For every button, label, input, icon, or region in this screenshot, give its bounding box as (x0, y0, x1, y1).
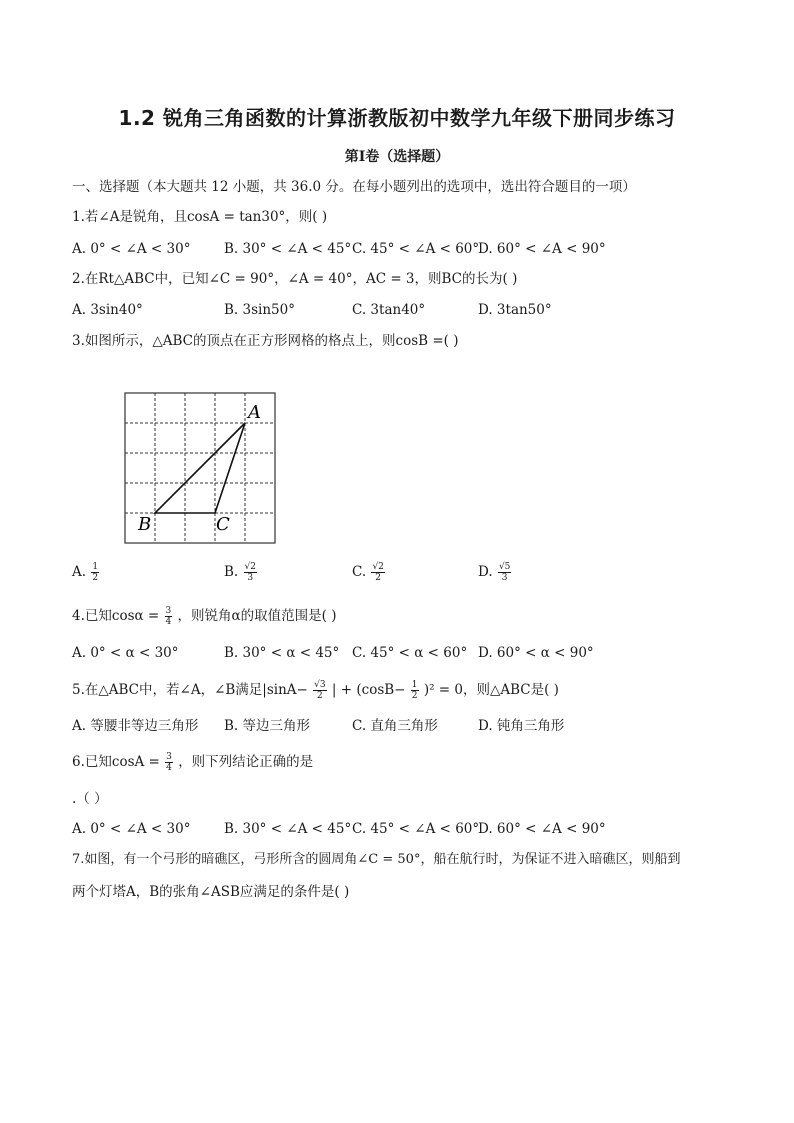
question-3-option-b (224, 562, 258, 583)
fraction-numerator: 1 (411, 680, 418, 690)
fraction-numerator: 3 (166, 752, 172, 762)
section-heading: 一、选择题（本大题共 12 小题，共 36.0 分。在每小题列出的选项中，选出符合题目的一项） (72, 179, 636, 195)
question-5-option-b: B. 等边三角形 (224, 718, 311, 734)
fraction-numerator: √2 (244, 562, 256, 572)
fraction (313, 680, 326, 701)
fraction-numerator: √3 (314, 680, 326, 690)
question-1-stem: 1.若∠A是锐角，且cosA = tan30°，则( ) (72, 209, 328, 225)
stem-text: 4.已知cosα = (72, 608, 160, 624)
fraction (165, 752, 173, 773)
question-1-option-c: C. 45° < ∠A < 60° (352, 241, 480, 257)
volume-heading: 第Ⅰ卷（选择题） (344, 149, 450, 165)
fraction-numerator: √2 (372, 562, 384, 572)
question-3-option-d (478, 562, 512, 583)
option-letter: C. (352, 564, 367, 580)
question-5-option-c: C. 直角三角形 (352, 718, 438, 734)
option-letter: B. (224, 564, 239, 580)
question-2-option-b: B. 3sin50° (224, 302, 295, 318)
vertex-label-c: C (216, 514, 230, 535)
fraction (165, 606, 173, 627)
fraction-numerator: √5 (498, 562, 511, 572)
question-6-option-d: D. 60° < ∠A < 90° (478, 821, 606, 837)
question-3-option-a (72, 562, 100, 583)
question-1-option-a: A. 0° < ∠A < 30° (72, 241, 191, 257)
stem-text: 5.在△ABC中，若∠A，∠B满足|sinA− (72, 682, 308, 698)
fraction-denominator: 3 (501, 573, 508, 583)
question-3-stem: 3.如图所示，△ABC的顶点在正方形网格的格点上，则cosB =( ) (72, 333, 459, 349)
question-1-option-b: B. 30° < ∠A < 45° (224, 241, 352, 257)
fraction-denominator: 2 (375, 573, 382, 583)
question-5-option-d: D. 钝角三角形 (478, 718, 565, 734)
question-6-option-b: B. 30° < ∠A < 45° (224, 821, 352, 837)
stem-text: )² = 0，则△ABC是( ) (423, 682, 559, 698)
fraction (91, 562, 99, 583)
fraction-denominator: 2 (92, 573, 99, 583)
question-3-option-c (352, 562, 386, 583)
fraction (244, 562, 257, 583)
triangle-grid-figure (120, 388, 290, 548)
question-6-stem (72, 752, 313, 773)
question-6-stem-line2: .（ ） (72, 791, 108, 807)
question-5-stem (72, 680, 559, 701)
fraction-numerator: 3 (165, 606, 172, 616)
option-letter: A. (72, 564, 87, 580)
fraction-denominator: 4 (166, 763, 172, 773)
fraction-denominator: 2 (411, 691, 418, 701)
question-1-option-d: D. 60° < ∠A < 90° (478, 241, 606, 257)
question-7-stem: 7.如图，有一个弓形的暗礁区，弓形所含的圆周角∠C = 50°，船在航行时，为保证不进入暗礁区，则船到 (72, 852, 681, 867)
question-2-option-a: A. 3sin40° (72, 302, 143, 318)
stem-text: ，则锐角α的取值范围是( ) (177, 608, 337, 624)
question-4-option-a: A. 0° < α < 30° (72, 645, 179, 661)
vertex-label-b: B (138, 514, 152, 535)
fraction-denominator: 4 (165, 617, 172, 627)
question-4-option-c: C. 45° < α < 60° (352, 645, 468, 661)
question-5-option-a: A. 等腰非等边三角形 (72, 718, 199, 734)
question-2-option-c: C. 3tan40° (352, 302, 426, 318)
question-4-stem (72, 606, 337, 627)
fraction-numerator: 1 (92, 562, 99, 572)
stem-text: | + (cosB− (331, 682, 406, 698)
page-title: 1.2 锐角三角函数的计算浙教版初中数学九年级下册同步练习 (118, 106, 676, 130)
question-6-option-a: A. 0° < ∠A < 30° (72, 821, 191, 837)
question-6-option-c: C. 45° < ∠A < 60° (352, 821, 480, 837)
fraction (371, 562, 384, 583)
question-7-stem-line2: 两个灯塔A，B的张角∠ASB应满足的条件是( ) (72, 884, 350, 900)
option-letter: D. (478, 564, 493, 580)
fraction (498, 562, 511, 583)
fraction-denominator: 3 (247, 573, 254, 583)
fraction-denominator: 2 (317, 691, 323, 701)
triangle-abc (155, 423, 245, 513)
question-4-option-d: D. 60° < α < 90° (478, 645, 594, 661)
fraction (411, 680, 419, 701)
stem-text: 6.已知cosA = (72, 754, 160, 770)
question-4-option-b: B. 30° < α < 45° (224, 645, 340, 661)
vertex-label-a: A (248, 402, 261, 423)
question-2-option-d: D. 3tan50° (478, 302, 552, 318)
stem-text: ，则下列结论正确的是 (178, 754, 314, 770)
question-2-stem: 2.在Rt△ABC中，已知∠C = 90°，∠A = 40°，AC = 3，则BC的长为( ) (72, 271, 518, 287)
